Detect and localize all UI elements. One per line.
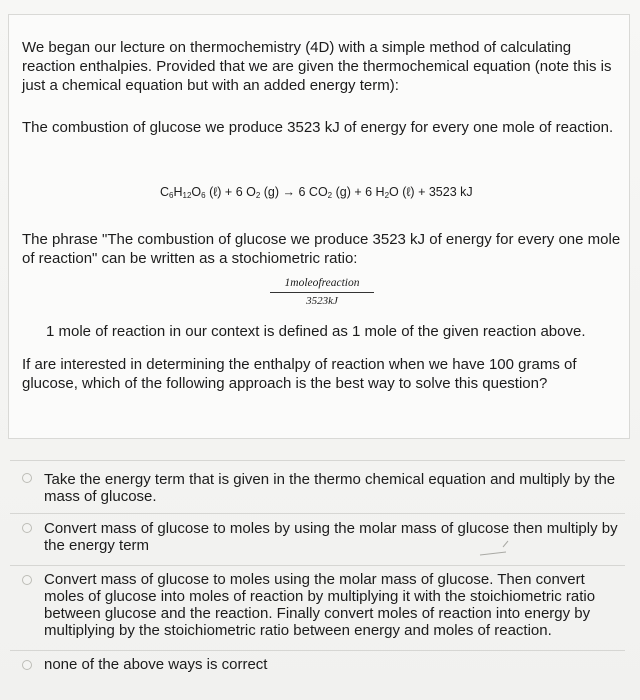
intro-paragraph: We began our lecture on thermochemistry (4D) with a simple method of calculating reaction enthalpies. Provided that we are given the thermochemical equation (note this is just a chemical equation but with an added energy term):	[22, 39, 612, 94]
answer-option-3[interactable]	[10, 565, 625, 651]
radio-option-1[interactable]	[22, 473, 32, 483]
combustion-statement: The combustion of glucose we produce 3523 kJ of energy for every one mole of reaction.	[22, 119, 614, 136]
pencil-mark-icon	[478, 533, 518, 559]
answer-option-4[interactable]	[10, 650, 625, 684]
thermochemical-equation: $C_6H_{12}O_6$ (ℓ) + 6 $O_2$ (g) → 6 $CO_2$ (g) + 6 $H_2O$ (ℓ) + 3523 kJ	[160, 185, 473, 200]
stoichiometric-ratio	[270, 277, 374, 307]
option-2-label: Convert mass of glucose to moles by using the molar mass of glucose then multiply by the energy term	[44, 520, 618, 554]
option-4-label: none of the above ways is correct	[44, 656, 268, 673]
phrase-paragraph: The phrase "The combustion of glucose we produce 3523 kJ of energy for every one mole of reaction" can be written as a stochiometric ratio:	[22, 231, 621, 267]
definition-text: 1 mole of reaction in our context is defined as 1 mole of the given reaction above.	[46, 323, 586, 340]
radio-option-2[interactable]	[22, 523, 32, 533]
answer-option-1[interactable]	[10, 460, 625, 510]
radio-option-4[interactable]	[22, 660, 32, 670]
radio-option-3[interactable]	[22, 575, 32, 585]
question-text: If are interested in determining the enthalpy of reaction when we have 100 grams of glucose, which of the following approach is the best way to solve this question?	[22, 356, 577, 392]
ratio-denominator: 3523kJ	[306, 295, 338, 307]
option-3-label: Convert mass of glucose to moles using the molar mass of glucose. Then convert moles of glucose into moles of reaction by multiplying it with the stoichiometric ratio between glucose and the reaction. Finally convert moles of reaction into energy by multiplying by the stoichiometric ratio between energy and moles of reaction.	[44, 571, 596, 639]
answer-option-2[interactable]	[10, 513, 625, 565]
option-1-label: Take the energy term that is given in the thermo chemical equation and multiply by the mass of glucose.	[44, 471, 616, 505]
ratio-numerator: 1moleofreaction	[270, 277, 374, 293]
